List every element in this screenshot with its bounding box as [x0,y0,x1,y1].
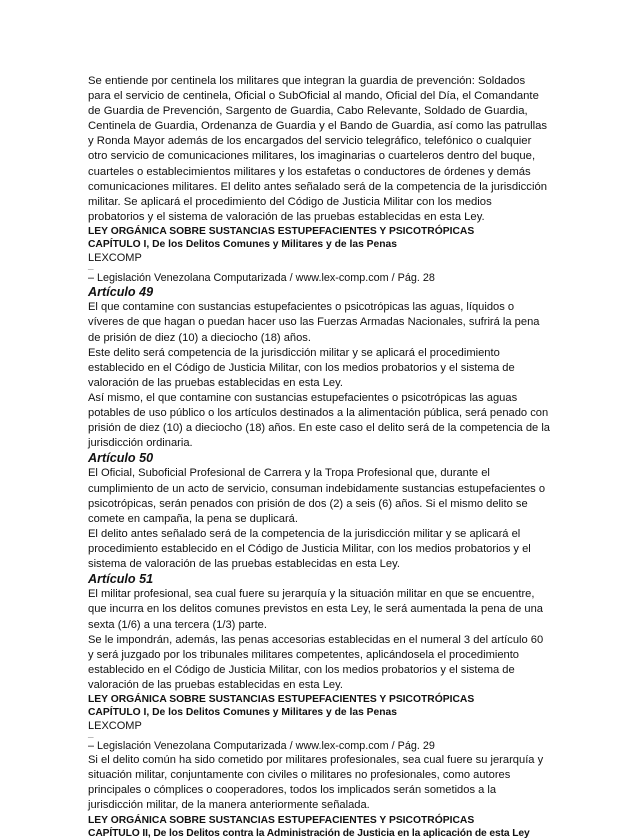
article-heading-49: Artículo 49 [88,285,154,300]
page-footer: – Legislación Venezolana Computarizada / www.lex-comp.com / Pág. 28 [88,271,435,284]
page-footer: – Legislación Venezolana Computarizada / www.lex-comp.com / Pág. 29 [88,739,435,752]
article-49-paragraph-3: Así mismo, el que contamine con sustancias estupefacientes o psicotrópicas las aguas potables de uso público o los artículos destinados a la alimentación pública, será penado con prisión de diez (10) a dieciocho (18) años. En este caso el delito será de la competencia de la jurisdicción ordinaria. [88,391,550,450]
chapter-header: CAPÍTULO II, De los Delitos contra la Administración de Justicia en la aplicación de esta Ley [88,827,530,839]
article-49-paragraph-2: Este delito será competencia de la jurisdicción militar y se aplicará el procedimiento establecido en el Código de Justicia Militar, con los medios probatorios y el sistema de valoración de las pruebas establecidas en esta Ley. [88,346,515,389]
article-heading-50: Artículo 50 [88,451,154,466]
paragraph-centinela: Se entiende por centinela los militares que integran la guardia de prevención: Soldados para el servicio de centinela, Oficial o SubOficial al mando, Oficial del Día, el Comandante de Guardia de Prevención, Sargento de Guardia, Cabo Relevante, Soldado de Guardia, Centinela de Guardia, Ordenanza de Guardia y el Bando de Guardia, así como las patrullas y Ronda Mayor además de los encargados del servicio telegráfico, telefónico o cualquier otro servicio de comunicaciones militares, los imaginarias o cuarteleros dentro del buque, cuarteles o establecimientos militares y los estafetas o conductores de órdenes y demás comunicaciones militares. El delito antes señalado será de la competencia de la jurisdicción militar. Se aplicará el procedimiento del Código de Justicia Militar con los medios probatorios y el sistema de valoración de las pruebas establecidas en esta Ley. [88,75,548,223]
law-title-header: LEY ORGÁNICA SOBRE SUSTANCIAS ESTUPEFACIENTES Y PSICOTRÓPICAS [88,694,475,705]
law-title-header: LEY ORGÁNICA SOBRE SUSTANCIAS ESTUPEFACIENTES Y PSICOTRÓPICAS [88,814,475,826]
lexcomp-label: LEXCOMP [88,252,142,265]
article-50-paragraph-1: El Oficial, Suboficial Profesional de Carrera y la Tropa Profesional que, durante el cumplimiento de un acto de servicio, consuman indebidamente sustancias estupefacientes o psicotrópicas, serán penados con prisión de dos (2) a seis (6) años. Si el mismo delito se comete en campaña, la pena se duplicará. [88,467,546,525]
document-page [88,74,550,840]
article-51-paragraph-3: Si el delito común ha sido cometido por militares profesionales, sea cual fuere su jerarquía y situación militar, conjuntamente con civiles o militares no profesionales, como autores principales o cómplices o cooperadores, todos los implicados serán sometidos a la jurisdicción militar, de la manera anteriormente señalada. [88,754,544,812]
chapter-header: CAPÍTULO I, De los Delitos Comunes y Militares y de las Penas [88,707,397,719]
footnote-separator: __ [88,264,94,271]
chapter-header: CAPÍTULO I, De los Delitos Comunes y Militares y de las Penas [88,239,397,251]
article-51-paragraph-2: Se le impondrán, además, las penas accesorias establecidas en el numeral 3 del artículo 60 y será juzgado por los tribunales militares competentes, aplicándosela el procedimiento establecido en el Código de Justicia Militar, con los medios probatorios y el sistema de valoración de las pruebas establecidas en esta Ley. [88,633,544,691]
footnote-separator: __ [88,732,94,739]
article-50-paragraph-2: El delito antes señalado será de la competencia de la jurisdicción militar y se aplicará el procedimiento establecido en el Código de Justicia Militar, con los medios probatorios y el sistema de valoración de las pruebas establecidas en esta Ley. [88,527,531,571]
article-heading-51: Artículo 51 [88,572,154,587]
law-title-header: LEY ORGÁNICA SOBRE SUSTANCIAS ESTUPEFACIENTES Y PSICOTRÓPICAS [88,225,475,237]
lexcomp-label: LEXCOMP [88,720,142,733]
article-49-paragraph-1: El que contamine con sustancias estupefacientes o psicotrópicas las aguas, líquidos o víveres de que hagan o puedan hacer uso las Fuerzas Armadas Nacionales, sufrirá la pena de prisión de diez (10) a dieciocho (18) años. [88,301,540,344]
article-51-paragraph-1: El militar profesional, sea cual fuere su jerarquía y la situación militar en que se encuentre, que incurra en los delitos comunes previstos en esta Ley, le será aumentada la pena de una sexta (1/6) a una tercera (1/3) parte. [88,588,543,631]
